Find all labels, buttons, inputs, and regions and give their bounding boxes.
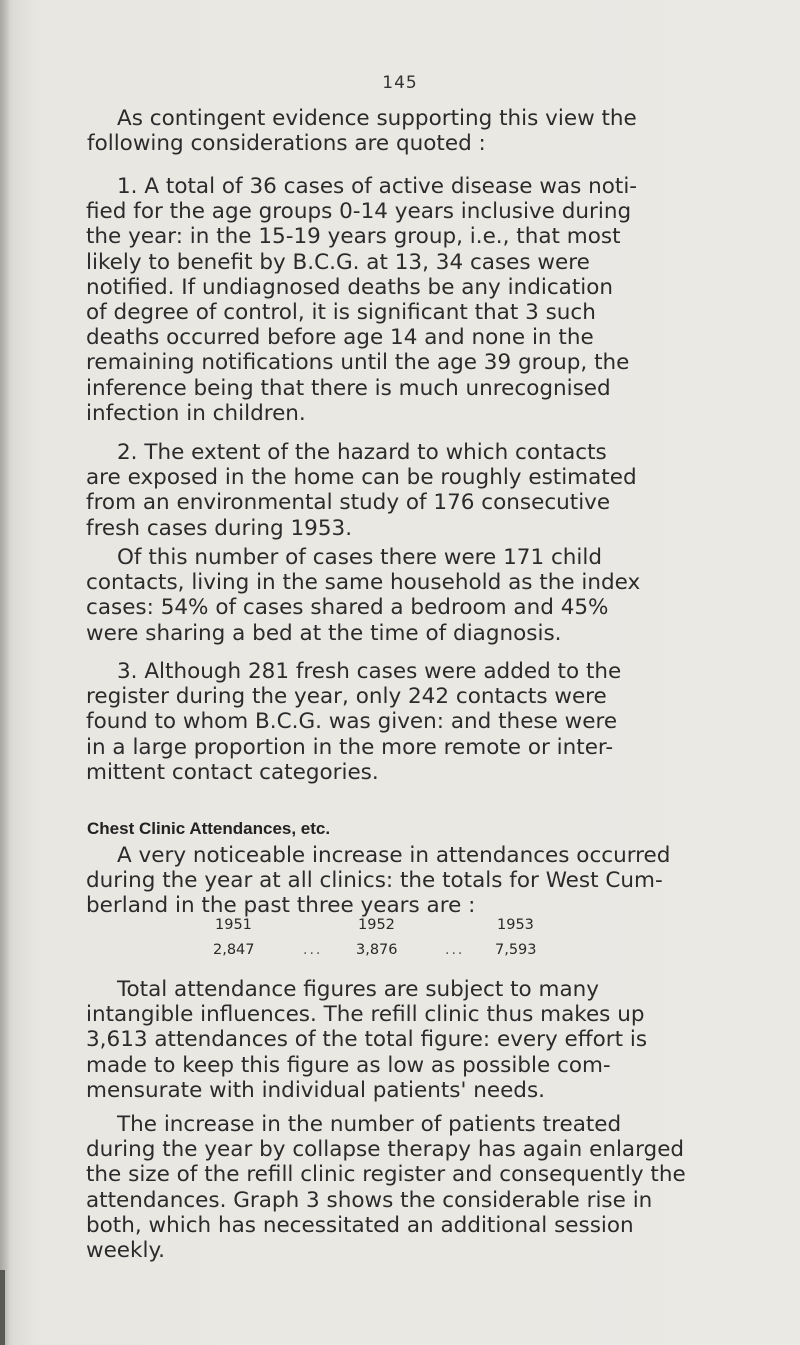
total-attendance-paragraph (86, 977, 648, 1103)
collapse-therapy-paragraph (86, 1112, 686, 1264)
dot-leader: ... (303, 942, 323, 958)
text-line: 3,613 attendances of the total figure: every effort is (86, 1027, 648, 1053)
text-line: contacts, living in the same household as the index (86, 570, 641, 596)
consideration-2-paragraph (86, 440, 637, 541)
text-line: during the year by collapse therapy has again enlarged (86, 1137, 685, 1163)
attendance-total: 7,593 (495, 942, 537, 958)
text-line: the year: in the 15-19 years group, i.e., that most (86, 224, 621, 250)
text-line: fresh cases during 1953. (86, 515, 353, 541)
consideration-3-paragraph (86, 659, 622, 785)
text-line: cases: 54% of cases shared a bedroom and 45% (86, 595, 609, 621)
text-line: from an environmental study of 176 consecutive (86, 490, 611, 516)
text-line: during the year at all clinics: the totals for West Cum- (86, 868, 663, 894)
text-line: found to whom B.C.G. was given: and these were (86, 709, 618, 735)
section-heading: Chest Clinic Attendances, etc. (87, 819, 331, 838)
text-line: fied for the age groups 0-14 years inclusive during (86, 199, 632, 225)
text-line: The increase in the number of patients treated (117, 1112, 622, 1137)
text-line: A very noticeable increase in attendances occurred (117, 843, 671, 868)
text-line: weekly. (86, 1238, 165, 1264)
page-edge-mark (0, 1270, 5, 1345)
text-line: following considerations are quoted : (87, 131, 486, 157)
text-line: made to keep this figure as low as possible com- (86, 1052, 611, 1078)
dot-leader: ... (445, 942, 465, 958)
year-header: 1951 (215, 917, 252, 933)
text-line: of degree of control, it is significant that 3 such (86, 300, 596, 326)
consideration-1-paragraph (86, 174, 638, 426)
text-line: 3. Although 281 fresh cases were added to the (117, 659, 622, 684)
text-line: remaining notifications until the age 39 group, the (86, 350, 630, 376)
text-line: intangible influences. The refill clinic thus makes up (86, 1002, 645, 1028)
text-line: infection in children. (86, 400, 306, 426)
year-header: 1952 (358, 917, 395, 933)
text-line: 1. A total of 36 cases of active disease was noti- (117, 174, 638, 199)
page-number: 145 (382, 73, 418, 93)
year-header: 1953 (497, 917, 534, 933)
text-line: likely to benefit by B.C.G. at 13, 34 cases were (86, 249, 590, 275)
text-line: both, which has necessitated an additional session (86, 1212, 634, 1238)
text-line: 2. The extent of the hazard to which contacts (117, 440, 607, 465)
text-line: deaths occurred before age 14 and none in the (86, 325, 594, 351)
text-line: mensurate with individual patients' needs. (86, 1077, 545, 1103)
attendance-total: 2,847 (213, 942, 255, 958)
text-line: mittent contact categories. (86, 759, 379, 785)
text-line: notified. If undiagnosed deaths be any indication (86, 274, 614, 300)
text-line: Total attendance figures are subject to many (117, 977, 599, 1002)
text-line: are exposed in the home can be roughly estimated (86, 465, 637, 491)
child-contacts-paragraph (86, 545, 641, 646)
text-line: berland in the past three years are : (86, 893, 476, 919)
page-edge-shadow (0, 0, 10, 1345)
text-line: attendances. Graph 3 shows the considerable rise in (86, 1187, 653, 1213)
text-line: Of this number of cases there were 171 child (117, 545, 603, 570)
text-line: the size of the refill clinic register and consequently the (86, 1162, 686, 1188)
attendance-total: 3,876 (356, 942, 398, 958)
text-line: inference being that there is much unrecognised (86, 375, 611, 401)
intro-paragraph (87, 106, 637, 157)
text-line: were sharing a bed at the time of diagnosis. (86, 620, 562, 646)
text-line: in a large proportion in the more remote or inter- (86, 734, 614, 760)
text-line: As contingent evidence supporting this view the (117, 106, 637, 131)
text-line: register during the year, only 242 contacts were (86, 684, 607, 710)
attendances-intro-paragraph (86, 843, 671, 919)
